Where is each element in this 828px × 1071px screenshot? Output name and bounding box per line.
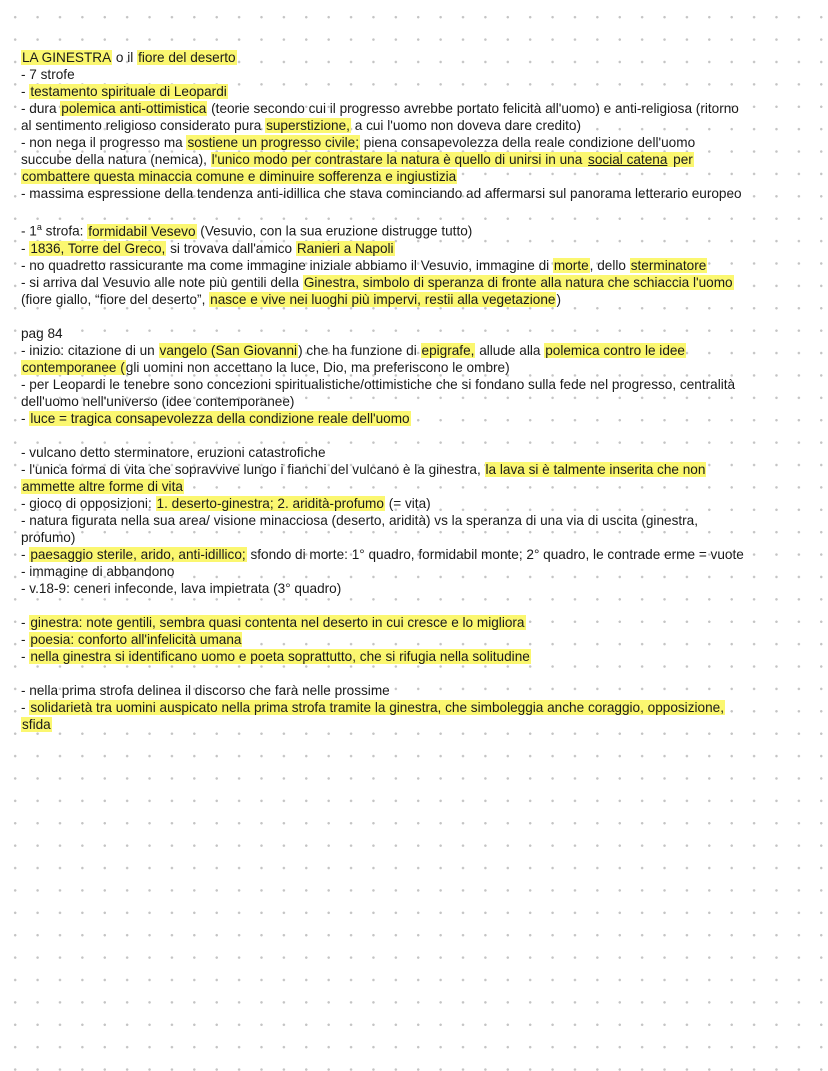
list-item: profumo) — [21, 529, 76, 545]
list-item: combattere questa minaccia comune e diminuire sofferenza e ingiustizia — [22, 169, 457, 184]
list-item: contemporanee (gli uomini non accettano la luce, Dio, ma preferiscono le ombre) — [22, 359, 510, 375]
notes-title-line: LA GINESTRA o il fiore del deserto — [22, 50, 236, 65]
list-item: sfida — [22, 716, 51, 732]
notes-title: LA GINESTRA — [22, 50, 112, 65]
list-item: (fiore giallo, “fiore del deserto”, nasce e vive nei luoghi più impervi, restii alla vegetazione) — [21, 291, 561, 307]
list-item: - nella ginestra si identificano uomo e poeta soprattutto, che si rifugia nella solitudine — [21, 648, 530, 664]
list-item: - no quadretto rassicurante ma come immagine iniziale abbiamo il Vesuvio, immagine di morte, dello sterminatore — [21, 257, 707, 273]
list-item: - inizio: citazione di un vangelo (San Giovanni) che ha funzione di epigrafe, allude alla polemica contro le idee — [21, 342, 685, 358]
list-item: - 7 strofe — [21, 67, 75, 82]
list-item: - vulcano detto sterminatore, eruzioni catastrofiche — [21, 444, 326, 460]
list-item: ammette altre forme di vita — [22, 478, 183, 494]
list-item: - natura figurata nella sua area/ visione minacciosa (deserto, aridità) vs la speranza di una via di uscita (ginestra, — [21, 512, 699, 528]
list-item: - paesaggio sterile, arido, anti-idillico; sfondo di morte: 1° quadro, formidabil monte; 2° quadro, le contrade erme = vuote — [21, 546, 744, 562]
list-item: succube della natura (nemica), l'unico modo per contrastare la natura è quello di unirsi in una social catena per — [21, 152, 693, 167]
list-item: - per Leopardi le tenebre sono concezioni spiritualistiche/ottimistiche che si fondano sulla fede nel progresso, centralità — [21, 376, 736, 392]
notes-body — [21, 49, 811, 733]
list-item: - solidarietà tra uomini auspicato nella prima strofa tramite la ginestra, che simboleggia anche coraggio, opposizione, — [21, 699, 724, 715]
list-item: - 1$^a$ strofa: formidabil Vesevo (Vesuvio, con la sua eruzione distrugge tutto) — [21, 222, 473, 239]
list-item: dell'uomo nell'universo (idee contemporanee) — [21, 393, 295, 409]
list-item: al sentimento religioso considerato pura superstizione, a cui l'uomo non doveva dare credito) — [21, 118, 581, 133]
list-item: - ginestra: note gentili, sembra quasi contenta nel deserto in cui cresce e lo migliora — [21, 614, 525, 630]
list-item: - 1836, Torre del Greco, si trovava dall'amico Ranieri a Napoli — [21, 240, 394, 256]
list-item: - poesia: conforto all'infelicità umana — [21, 631, 242, 647]
list-item: - testamento spirituale di Leopardi — [21, 84, 227, 99]
list-item: - gioco di opposizioni: 1. deserto-ginestra; 2. aridità-profumo (= vita) — [21, 495, 431, 511]
page-reference: pag 84 — [21, 325, 63, 341]
list-item: - dura polemica anti-ottimistica (teorie secondo cui il progresso avrebbe portato felicità all'uomo) e anti-religiosa (ritorno — [21, 101, 739, 116]
list-item: - massima espressione della tendenza anti-idillica che stava cominciando ad affermarsi sul panorama letterario europeo — [21, 186, 742, 201]
list-item: - v.18-9: ceneri infeconde, lava impietrata (3° quadro) — [21, 580, 342, 596]
list-item: - nella prima strofa delinea il discorso che farà nelle prossime — [21, 682, 390, 698]
list-item: - luce = tragica consapevolezza della condizione reale dell'uomo — [21, 410, 410, 426]
list-item: - l'unica forma di vita che sopravvive lungo i fianchi del vulcano è la ginestra, la lava si è talmente inserita che non — [21, 461, 706, 477]
list-item: - immagine di abbandono — [21, 563, 175, 579]
list-item: - si arriva dal Vesuvio alle note più gentili della Ginestra, simbolo di speranza di fronte alla natura che schiaccia l'uomo — [21, 274, 733, 290]
list-item: - non nega il progresso ma sostiene un progresso civile; piena consapevolezza della reale condizione dell'uomo — [21, 135, 696, 150]
